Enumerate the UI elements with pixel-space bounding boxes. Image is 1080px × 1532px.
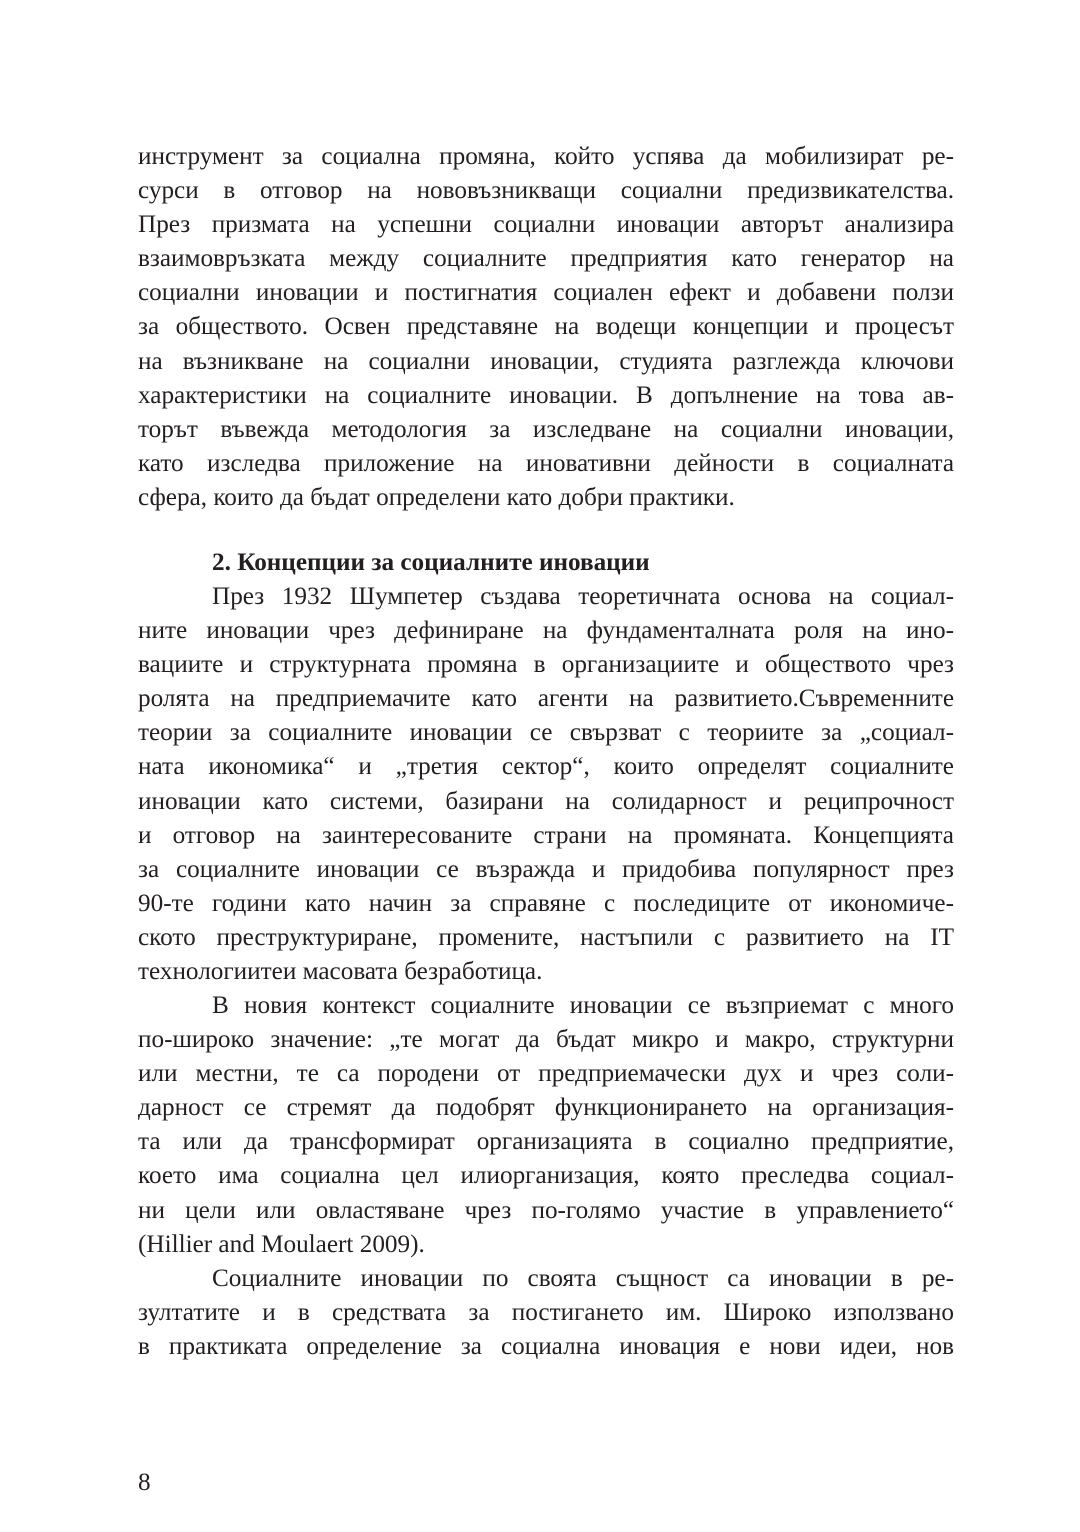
text-line: социални иновации и постигнатия социален ефект и добавени ползи (138, 279, 954, 307)
text-line: дарност се стремят да подобрят функционирането на организация- (138, 1094, 954, 1122)
text-line: иновации като системи, базирани на солидарност и реципрочност (138, 787, 954, 815)
text-line: зултатите и в средствата за постигането им. Широко използвано (138, 1299, 954, 1327)
text-line: През призмата на успешни социални иновации авторът анализира (138, 211, 954, 239)
text-line: и отговор на заинтересованите страни на промяната. Концепцията (138, 821, 954, 849)
text-line: ната икономика“ и „третия сектор“, които определят социалните (138, 753, 954, 781)
text-line: теории за социалните иновации се свързват с теориите за „социал- (138, 719, 954, 747)
text-line: характеристики на социалните иновации. В допълнение на това ав- (138, 381, 954, 409)
text-line: инструмент за социална промяна, който успява да мобилизират ре- (138, 143, 954, 170)
text-line: ролята на предприемачите като агенти на развитието.Съвременните (138, 685, 954, 713)
text-line: Социалните иновации по своята същност са иновации в ре- (212, 1265, 954, 1292)
text-line: за обществото. Освен представяне на водещи концепции и процесът (138, 313, 954, 341)
intro-paragraph (138, 140, 954, 515)
text-line: или местни, те са породени от предприемачески дух и чрез соли- (138, 1060, 954, 1088)
paragraph-3 (138, 1262, 954, 1364)
text-line: за социалните иновации се възражда и придобива популярност през (138, 855, 954, 883)
text-line: което има социална цел илиорганизация, която преследва социал- (138, 1162, 954, 1190)
section-heading-text: 2. Концепции за социалните иновации (212, 549, 650, 576)
text-line: ни цели или овластяване чрез по-голямо участие в управлението“ (138, 1196, 954, 1224)
text-line: в практиката определение за социална иновация е нови идеи, нов (138, 1333, 954, 1361)
text-line: та или да трансформират организацията в социално предприятие, (138, 1128, 954, 1156)
text-line: сурси в отговор на нововъзникващи социални предизвикателства. (138, 177, 954, 205)
text-line: взаимовръзката между социалните предприятия като генератор на (138, 245, 954, 273)
text-line: като изследва приложение на иновативни дейности в социалната (138, 449, 954, 477)
text-line: технологиитеи масовата безработица. (138, 958, 543, 986)
text-line: В новия контекст социалните иновации се възприемат с много (212, 992, 954, 1019)
text-line: ните иновации чрез дефиниране на фундаменталната роля на ино- (138, 617, 954, 645)
page-number: 8 (138, 1469, 151, 1496)
text-line: ското преструктуриране, промените, настъпили с развитието на IT (138, 923, 954, 951)
text-line: (Hillier and Moulaert 2009). (138, 1230, 425, 1258)
section-heading (138, 546, 954, 580)
text-line: вациите и структурната промяна в организациите и обществото чрез (138, 651, 954, 679)
paragraph-1 (138, 580, 954, 989)
text-line: През 1932 Шумпетер създава теоретичната основа на социал- (212, 583, 954, 610)
text-line: на възникване на социални иновации, студията разглежда ключови (138, 347, 954, 375)
text-line: 90-те години като начин за справяне с последиците от икономиче- (138, 889, 954, 917)
text-line: сфера, които да бъдат определени като добри практики. (138, 483, 735, 511)
paragraph-2 (138, 989, 954, 1262)
text-line: торът въвежда методология за изследване на социални иновации, (138, 415, 954, 443)
text-line: по-широко значение: „те могат да бъдат микро и макро, структурни (138, 1026, 954, 1054)
